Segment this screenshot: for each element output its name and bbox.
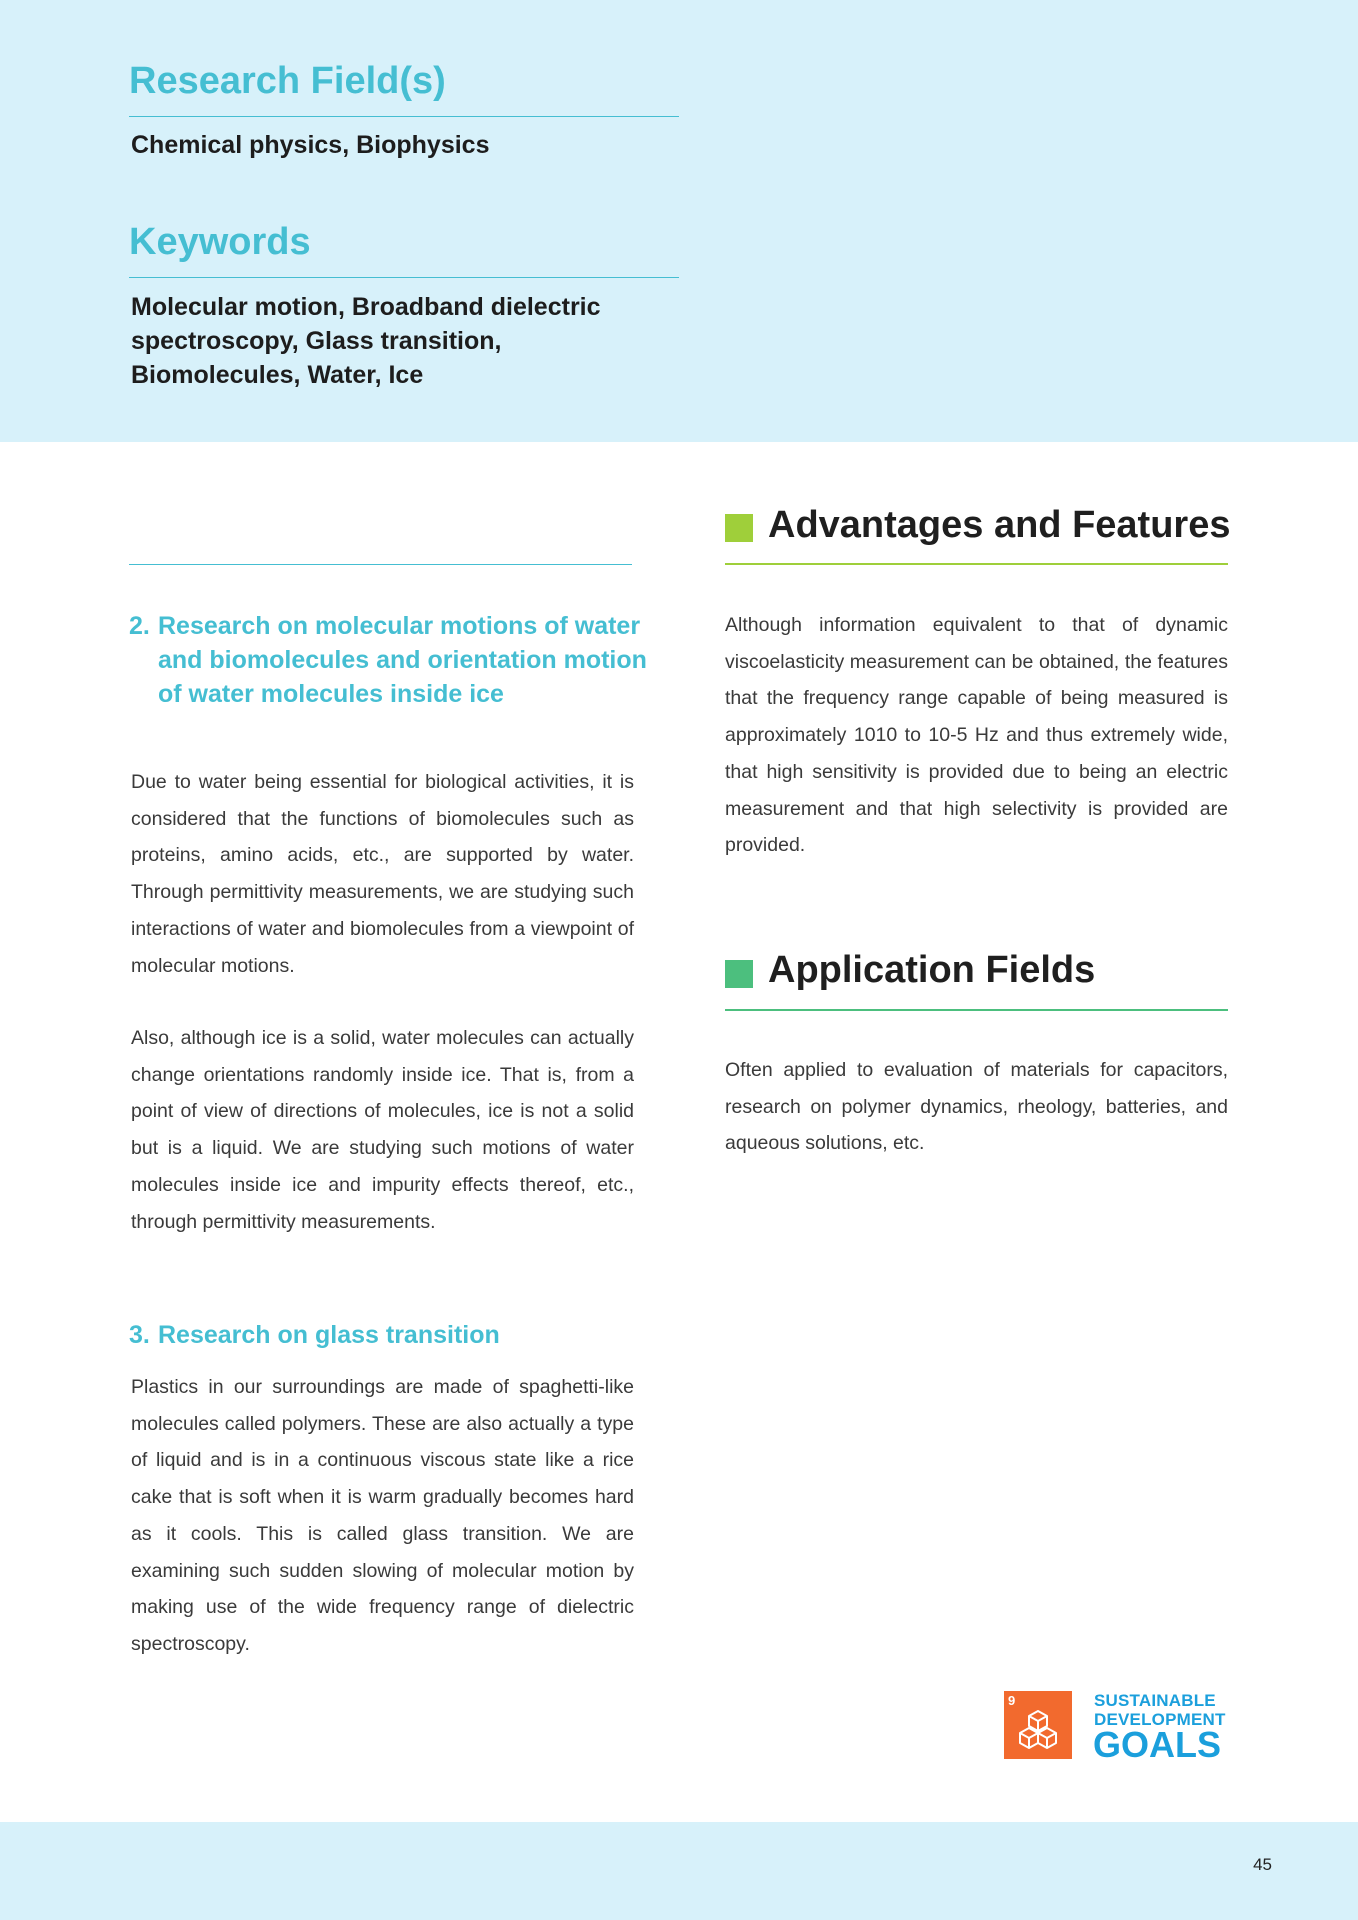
- sdg-text-sustainable: SUSTAINABLE: [1094, 1691, 1216, 1710]
- section-3-heading: [129, 1318, 649, 1352]
- keywords-value: Molecular motion, Broadband dielectric spectroscopy, Glass transition, Biomolecules, Water, Ice: [131, 293, 601, 389]
- keywords-rule: [129, 277, 679, 278]
- advantages-marker: [725, 514, 753, 542]
- section-2-number: 2.: [129, 612, 150, 640]
- sdg-text-development: DEVELOPMENT: [1094, 1710, 1226, 1729]
- stacked-cubes-icon: [1018, 1709, 1058, 1753]
- sdg-text-goals: GOALS: [1093, 1724, 1222, 1765]
- advantages-text: Although information equivalent to that of dynamic viscoelasticity measurement can be obtained, the features that the frequency range capable of being measured is approximately 1010 to 10-5 Hz and thus extremely wide, that high sensitivity is provided due to being an electric measurement and that high selectivity is provided are provided.: [725, 614, 1228, 857]
- sdg-goal-number: 9: [1008, 1693, 1016, 1708]
- section-3-paragraph: Plastics in our surroundings are made of spaghetti-like molecules called polymers. These are also actually a type of liquid and is in a continuous viscous state like a rice cake that is soft when it is warm gradually becomes hard as it cools. This is called glass transition. We are examining such sudden slowing of molecular motion by making use of the wide frequency range of dielectric spectroscopy.: [131, 1376, 634, 1655]
- section-2-paragraph-2: Also, although ice is a solid, water molecules can actually change orientations randomly inside ice. That is, from a point of view of directions of molecules, ice is not a solid but is a liquid. We are studying such motions of water molecules inside ice and impurity effects thereof, etc., through permittivity measurements.: [131, 1027, 634, 1233]
- applications-text: Often applied to evaluation of materials for capacitors, research on polymer dynamics, rheology, batteries, and aqueous solutions, etc.: [725, 1059, 1228, 1155]
- research-fields-rule: [129, 116, 679, 117]
- research-fields-title: Research Field(s): [129, 60, 446, 102]
- footer-band: [0, 1822, 1358, 1920]
- section-3-number: 3.: [129, 1321, 150, 1349]
- left-column-rule: [129, 564, 632, 565]
- sdg-badge: [1004, 1691, 1228, 1765]
- research-fields-value: Chemical physics, Biophysics: [131, 131, 490, 159]
- sdg-goal-9-tile: [1004, 1691, 1072, 1759]
- advantages-rule: [725, 563, 1228, 565]
- applications-title: Application Fields: [768, 949, 1096, 991]
- page-number: 45: [1253, 1855, 1272, 1874]
- keywords-title: Keywords: [129, 221, 311, 263]
- section-2-heading: [129, 609, 649, 711]
- applications-marker: [725, 960, 753, 988]
- section-3-title: Research on glass transition: [158, 1321, 500, 1349]
- section-2-paragraph-1: Due to water being essential for biological activities, it is considered that the functions of biomolecules such as proteins, amino acids, etc., are supported by water. Through permittivity measurements, we are studying such interactions of water and biomolecules from a viewpoint of molecular motions.: [131, 771, 634, 977]
- applications-rule: [725, 1009, 1228, 1011]
- advantages-title: Advantages and Features: [768, 504, 1231, 546]
- section-2-title: Research on molecular motions of water and biomolecules and orientation motion of water molecules inside ice: [158, 612, 647, 708]
